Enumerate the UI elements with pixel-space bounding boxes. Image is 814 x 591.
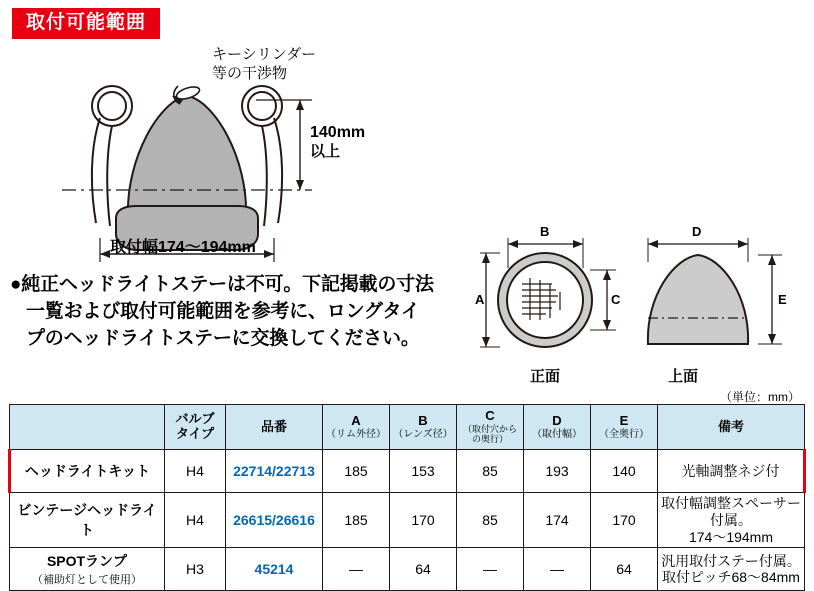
header-dim-c-sub: （取付穴からの奥行） bbox=[462, 424, 517, 445]
cell-dim-d: 174 bbox=[524, 493, 591, 548]
header-part-number: 品番 bbox=[226, 405, 323, 450]
cell-dim-a: — bbox=[323, 548, 390, 591]
cell-dim-c: — bbox=[457, 548, 524, 591]
cell-remark bbox=[658, 450, 805, 493]
header-dim-c bbox=[457, 405, 524, 450]
bullet-marker: ● bbox=[10, 274, 22, 295]
cell-remark bbox=[658, 548, 805, 591]
cell-dim-a: 185 bbox=[323, 450, 390, 493]
cell-product-name bbox=[10, 548, 165, 591]
cell-dim-b: 153 bbox=[390, 450, 457, 493]
cell-dim-e: 140 bbox=[591, 450, 658, 493]
header-dim-c-main: C bbox=[485, 408, 495, 424]
cell-dim-c: 85 bbox=[457, 493, 524, 548]
cell-part-number[interactable] bbox=[226, 493, 323, 548]
cell-part-number[interactable] bbox=[226, 548, 323, 591]
cell-dim-d: 193 bbox=[524, 450, 591, 493]
header-dim-a bbox=[323, 405, 390, 450]
width-dimension-label: 取付幅174〜194mm bbox=[110, 239, 256, 256]
page-title: 取付可能範囲 bbox=[12, 8, 160, 39]
headlight-mounting-range-diagram bbox=[60, 38, 390, 273]
description-line1: 純正ヘッドライトステーは不可。下記掲載の寸法 bbox=[21, 274, 434, 295]
header-bulb-type: バルブ タイプ bbox=[165, 405, 226, 450]
header-dim-a-main: A bbox=[351, 412, 361, 428]
key-cylinder-label-line2: 等の干渉物 bbox=[212, 64, 288, 82]
cell-dim-e: 64 bbox=[591, 548, 658, 591]
specification-table bbox=[8, 404, 806, 591]
dim-label-a: A bbox=[475, 292, 485, 307]
header-dim-b-sub: （レンズ径） bbox=[393, 428, 453, 440]
dim-label-c: C bbox=[611, 292, 621, 307]
cell-dim-a: 185 bbox=[323, 493, 390, 548]
description-text bbox=[10, 272, 465, 353]
remark-line2: 174〜194mm bbox=[688, 528, 774, 545]
key-cylinder-label bbox=[212, 46, 316, 84]
table-header bbox=[10, 405, 805, 450]
table-row bbox=[10, 548, 805, 591]
part-number-link[interactable]: 26615/26616 bbox=[233, 512, 315, 529]
cell-bulb-type: H4 bbox=[165, 493, 226, 548]
header-product bbox=[10, 405, 165, 450]
product-name-sub: （補助灯として使用） bbox=[32, 574, 142, 587]
product-name-main: SPOTランプ bbox=[46, 553, 128, 570]
height-value: 140mm bbox=[310, 124, 366, 141]
table-header-row bbox=[10, 405, 805, 450]
part-number-link[interactable]: 22714/22713 bbox=[233, 463, 315, 479]
dimension-reference-svg bbox=[470, 222, 805, 387]
cell-part-number[interactable] bbox=[226, 450, 323, 493]
height-qualifier: 以上 bbox=[310, 143, 341, 160]
cell-dim-e: 170 bbox=[591, 493, 658, 548]
caption-top-view: 上面 bbox=[668, 368, 699, 385]
header-dim-d-sub: （取付幅） bbox=[532, 428, 582, 440]
description-line2: 一覧および取付可能範囲を参考に、ロングタイ bbox=[26, 300, 420, 322]
header-dim-e-sub: （全奥行） bbox=[599, 428, 649, 440]
front-view-lens bbox=[507, 262, 583, 338]
caption-front-view: 正面 bbox=[530, 368, 561, 385]
dimension-reference-diagram bbox=[470, 222, 805, 387]
header-dim-d bbox=[524, 405, 591, 450]
cell-remark bbox=[658, 493, 805, 548]
key-cylinder-label-line1: キーシリンダー bbox=[212, 46, 317, 63]
cell-dim-b: 64 bbox=[390, 548, 457, 591]
header-dim-a-sub: （リム外径） bbox=[326, 428, 386, 440]
dim-label-d: D bbox=[692, 224, 702, 239]
dim-label-e: E bbox=[778, 292, 787, 307]
remark-line1: 光軸調整ネジ付 bbox=[681, 462, 780, 479]
unit-note: （単位：mm） bbox=[720, 390, 800, 404]
remark-line1: 取付幅調整スペーサー付属。 bbox=[661, 495, 801, 528]
headlight-shell bbox=[128, 96, 246, 216]
cell-bulb-type: H3 bbox=[165, 548, 226, 591]
header-dim-d-main: D bbox=[552, 412, 562, 428]
cell-dim-d: — bbox=[524, 548, 591, 591]
header-dim-e-main: E bbox=[619, 412, 629, 428]
header-dim-b bbox=[390, 405, 457, 450]
description-line3: プのヘッドライトステーに交換してください。 bbox=[26, 327, 420, 349]
part-number-link[interactable]: 45214 bbox=[254, 561, 294, 578]
cell-product-name: ビンテージヘッドライト bbox=[10, 493, 165, 548]
remark-line2: 取付ピッチ68〜84mm bbox=[662, 569, 800, 586]
top-view-shell bbox=[648, 255, 748, 344]
header-dim-b-main: B bbox=[418, 412, 428, 428]
table-body bbox=[10, 450, 805, 591]
dim-label-b: B bbox=[540, 224, 550, 239]
table-row bbox=[10, 450, 805, 493]
height-dimension-label bbox=[310, 123, 365, 162]
header-dim-e bbox=[591, 405, 658, 450]
cell-bulb-type: H4 bbox=[165, 450, 226, 493]
cell-dim-c: 85 bbox=[457, 450, 524, 493]
remark-line1: 汎用取付ステー付属。 bbox=[661, 552, 801, 569]
cell-dim-b: 170 bbox=[390, 493, 457, 548]
header-remark: 備考 bbox=[658, 405, 805, 450]
cell-product-name: ヘッドライトキット bbox=[10, 450, 165, 493]
table-row bbox=[10, 493, 805, 548]
